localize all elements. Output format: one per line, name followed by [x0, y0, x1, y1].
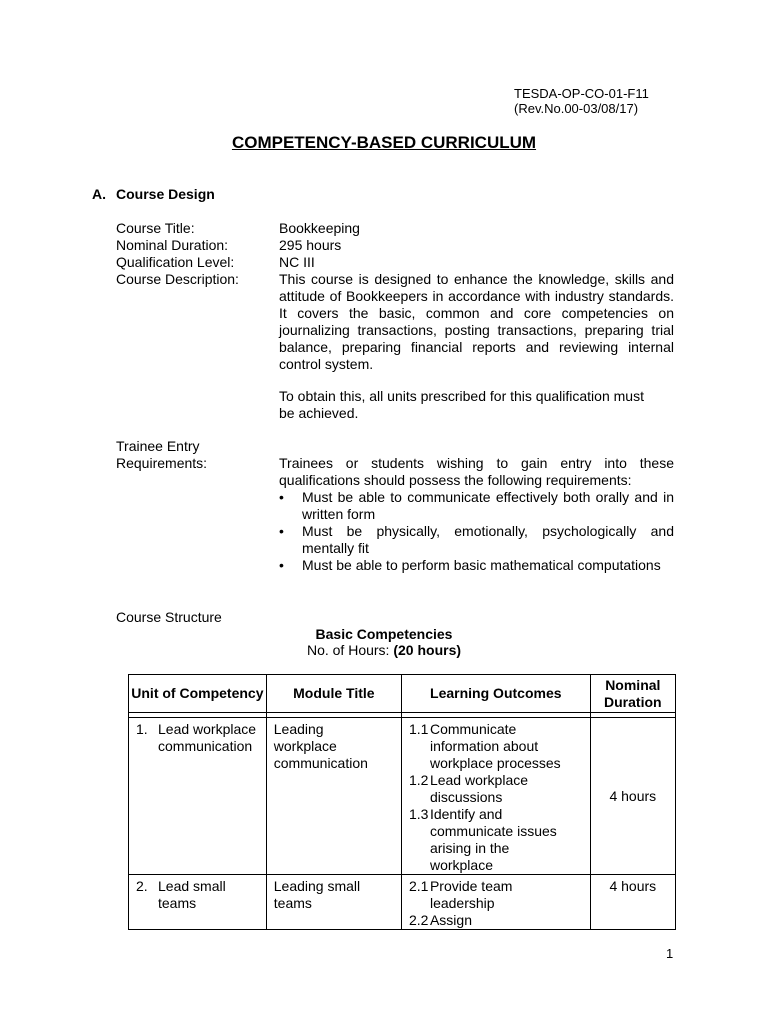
row-number: 2. [136, 878, 148, 894]
table-row [129, 718, 676, 875]
section-letter: A. [92, 186, 106, 202]
doc-code: TESDA-OP-CO-01-F11 [514, 86, 649, 101]
table-row [129, 875, 676, 930]
duration-value: 295 hours [279, 237, 342, 253]
requirement-item: • Must be physically, emotionally, psychologically and mentally fit [279, 523, 674, 557]
unit-cell [129, 875, 267, 930]
duration-cell: 4 hours [590, 875, 675, 930]
revision-number: (Rev.No.00-03/08/17) [514, 101, 639, 116]
module-cell [266, 718, 401, 875]
section-title: Course Design [116, 186, 215, 202]
page-number: 1 [666, 946, 674, 961]
description-note: To obtain this, all units prescribed for this qualification must be achieved. [279, 388, 644, 421]
learning-outcome: 2.1 Provide team leadership [408, 878, 513, 911]
entry-requirements [279, 455, 674, 574]
duration-label: Nominal Duration: [116, 237, 229, 253]
module-name: Leading workplace communication [273, 721, 368, 771]
table-header-row [129, 675, 676, 713]
header-module: Module Title [266, 675, 401, 713]
entry-label-line2: Requirements: [116, 455, 208, 471]
learning-outcome: 1.1 Communicate information about workplace processes [408, 721, 561, 771]
learning-outcome: 1.2 Lead workplace discussions [408, 772, 529, 805]
unit-cell [129, 718, 267, 875]
entry-label-line1: Trainee Entry [116, 438, 200, 454]
level-label: Qualification Level: [116, 254, 235, 270]
hours-value: (20 hours) [393, 642, 462, 658]
unit-name: Lead small teams [158, 878, 226, 911]
outcomes-cell [401, 718, 590, 875]
header-outcomes: Learning Outcomes [401, 675, 590, 713]
document-reference [514, 86, 649, 116]
course-structure-label: Course Structure [116, 609, 222, 625]
hours-label: No. of Hours: [306, 642, 390, 658]
description-value: This course is designed to enhance the knowledge, skills and attitude of Bookkeepers in accordance with industry standards. It covers the basic, common and core competencies on journalizing transactions, posting transactions, preparing trial balance, preparing financial reports and reviewing internal control system. [279, 271, 674, 372]
competency-table [128, 674, 676, 930]
header-duration: Nominal Duration [590, 675, 675, 713]
learning-outcome: 2.2 Assign [408, 912, 472, 928]
requirement-item: • Must be able to communicate effectively both orally and in written form [279, 489, 674, 523]
duration-cell: 4 hours [590, 718, 675, 875]
basic-competencies-heading: Basic Competencies [315, 626, 453, 642]
level-value: NC III [279, 254, 315, 270]
learning-outcome: 1.3 Identify and communicate issues arising in the workplace [408, 806, 557, 873]
basic-hours [0, 642, 768, 658]
outcomes-cell [401, 875, 590, 930]
page-title: COMPETENCY-BASED CURRICULUM [231, 133, 537, 152]
header-unit: Unit of Competency [129, 675, 267, 713]
module-name: Leading small teams [273, 878, 361, 911]
entry-intro: Trainees or students wishing to gain entry into these qualifications should possess the following requirements: [279, 455, 674, 488]
description-label: Course Description: [116, 271, 239, 287]
unit-name: Lead workplace communication [158, 721, 257, 754]
module-cell [266, 875, 401, 930]
requirement-item: • Must be able to perform basic mathematical computations [279, 557, 674, 574]
course-title-value: Bookkeeping [279, 220, 360, 236]
row-number: 1. [136, 721, 148, 737]
course-title-label: Course Title: [116, 220, 195, 236]
section-heading [92, 186, 215, 202]
